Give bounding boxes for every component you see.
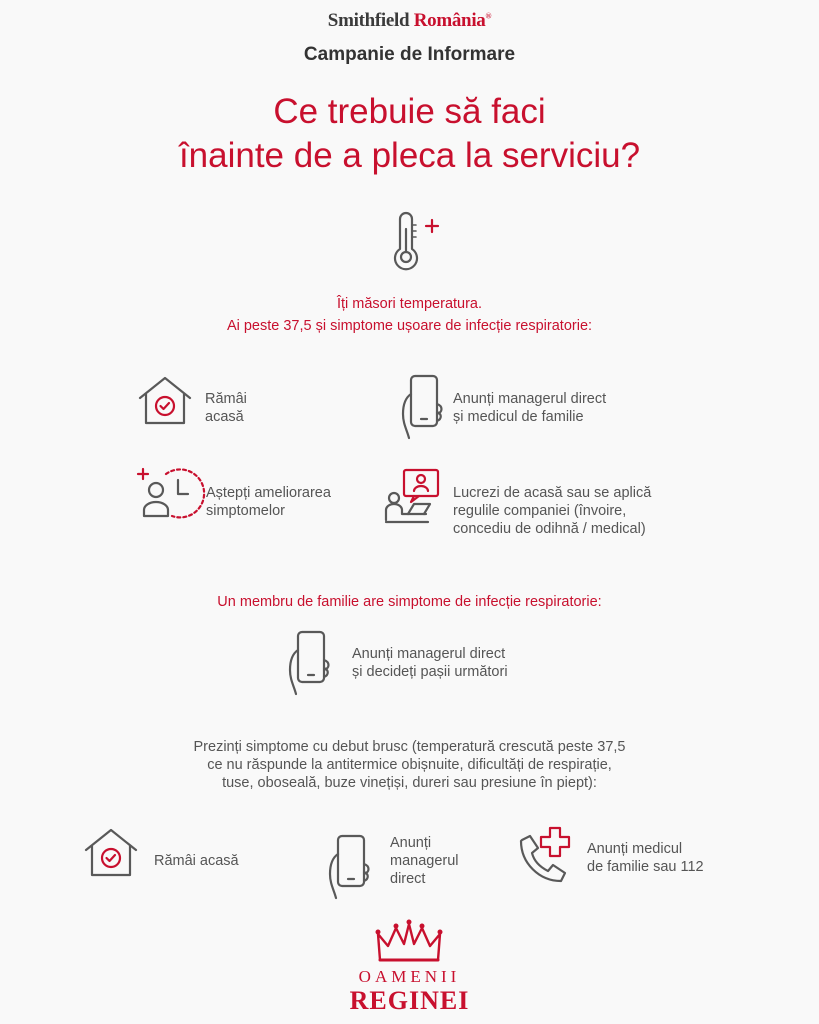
- person-clock-icon: [136, 466, 200, 520]
- headline-line1: Ce trebuie să faci: [273, 92, 546, 131]
- s3-item2-text: Anunți managerul direct: [390, 835, 459, 887]
- s3-item1-text: Rămâi acasă: [154, 853, 239, 869]
- person-laptop-icon: [384, 468, 442, 524]
- s1-item4-text: Lucrezi de acasă sau se aplică regulile companiei (învoire, concediu de odihnă / medical): [453, 485, 652, 537]
- phone-hand-icon: [322, 834, 372, 900]
- section1-line2: Ai peste 37,5 și simptome ușoare de infecție respiratorie:: [226, 318, 593, 334]
- phone-cross-icon: [514, 826, 578, 886]
- headline-line2: înainte de a pleca la serviciu?: [178, 136, 641, 175]
- s1-item3-text: Aștepți ameliorarea simptomelor: [206, 485, 331, 519]
- s1-item1-text: Rămâi acasă: [205, 391, 247, 425]
- phone-hand-icon: [284, 630, 334, 696]
- footer-line2: REGINEI: [349, 986, 470, 1015]
- crown-people-icon: [376, 920, 442, 964]
- thermometer-icon: [386, 211, 446, 277]
- house-check-icon: [138, 376, 194, 426]
- footer-line1: OAMENII: [358, 967, 461, 986]
- s1-item2-text: Anunți managerul direct și medicul de familie: [453, 391, 607, 425]
- s3-item3-text: Anunți medicul de familie sau 112: [587, 841, 704, 875]
- phone-hand-icon: [395, 374, 445, 440]
- page-headline: [0, 90, 819, 178]
- brand-name-part1: Smithfield: [327, 10, 410, 31]
- brand-name-part2: România: [413, 10, 486, 31]
- brand-trademark: ®: [485, 11, 492, 21]
- section2-title: Un membru de familie are simptome de infecție respiratorie:: [217, 594, 602, 610]
- house-check-icon: [84, 828, 140, 878]
- section3-intro: Prezinți simptome cu debut brusc (temperatură crescută peste 37,5 ce nu răspunde la antitermice obișnuite, dificultăți de respirație, tuse, oboseală, buze vinețiși, dureri sau presiune în piept):: [193, 739, 626, 791]
- section1-line1: Îți măsori temperatura.: [336, 296, 483, 312]
- s2-item-text: Anunți managerul direct și decideți pașii următori: [352, 646, 508, 680]
- campaign-title: Campanie de Informare: [303, 44, 516, 65]
- brand-logo: [0, 10, 819, 32]
